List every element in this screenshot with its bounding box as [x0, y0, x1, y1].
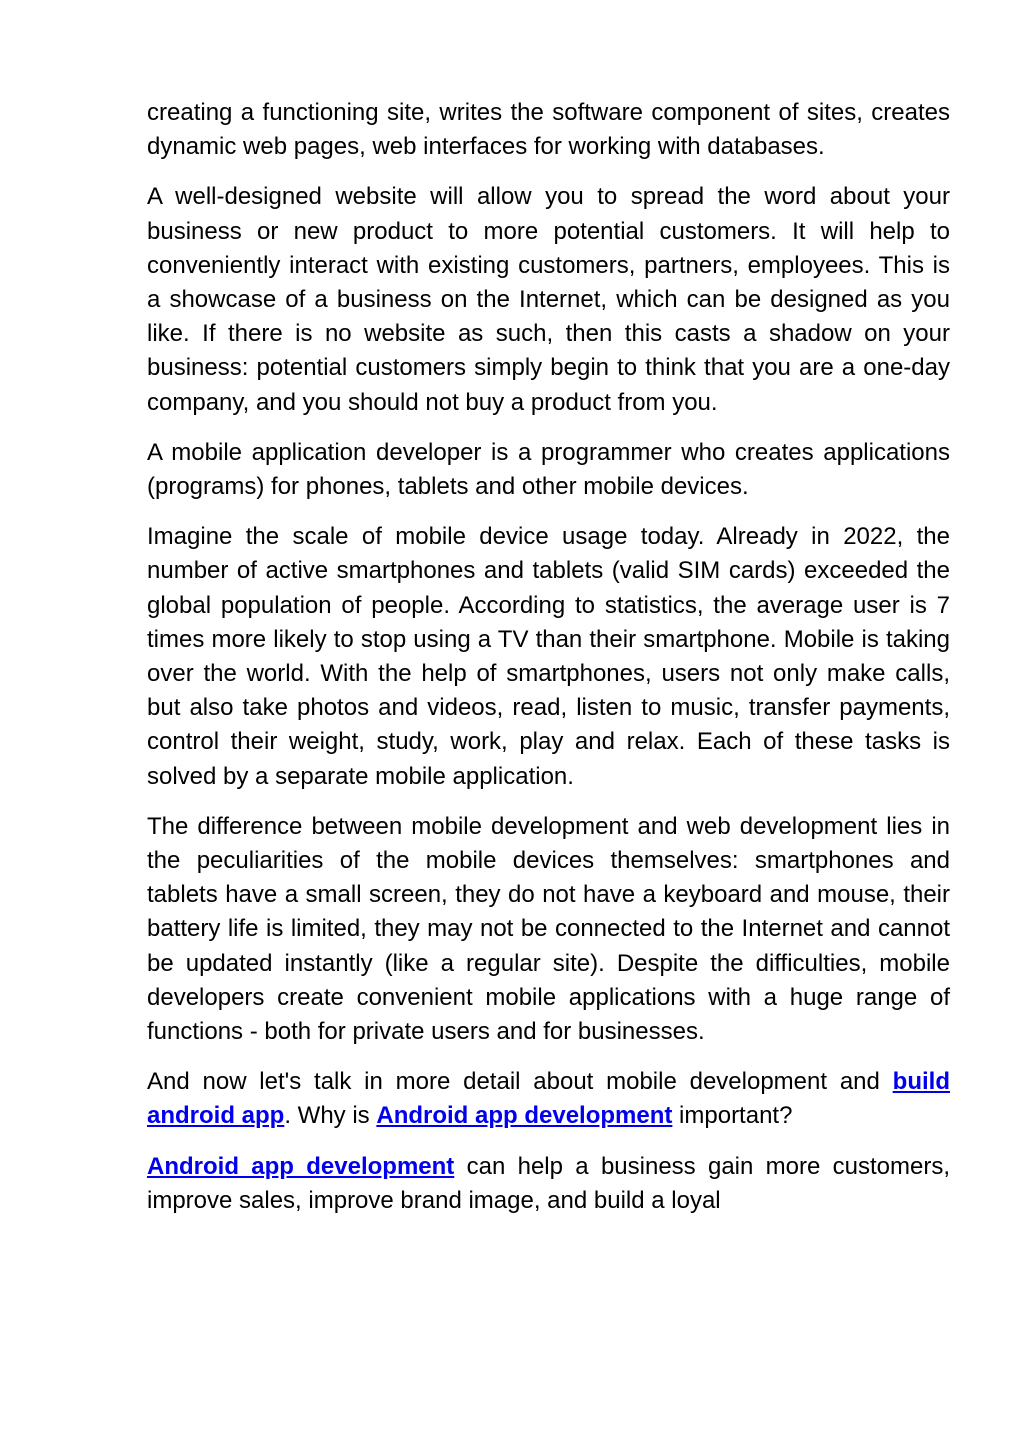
paragraph-text: can help a business gain more customers, improve sales, improve brand image, and build a loyal [147, 1152, 951, 1214]
android-app-development-link[interactable]: Android app development [147, 1152, 455, 1180]
document-page [147, 96, 950, 1234]
paragraph-text: And now let's talk in more detail about mobile development and [147, 1068, 893, 1096]
paragraph-text: . Why is [284, 1102, 377, 1130]
paragraph: creating a functioning site, writes the software component of sites, creates dynamic web pages, web interfaces for working with databases. [147, 99, 950, 161]
paragraph-text: important? [672, 1102, 793, 1130]
build-android-app-link[interactable]: build android app [147, 1068, 950, 1130]
paragraph: The difference between mobile development and web development lies in the peculiarities of the mobile devices themselves: smartphones and tablets have a small screen, they do not have a keyboard and mouse, their battery life is limited, they may not be connected to the Internet and cannot be updated instantly (like a regular site). Despite the difficulties, mobile developers create convenient mobile applications with a huge range of functions - both for private users and for businesses. [147, 812, 950, 1046]
paragraph-android-benefits [147, 1150, 950, 1218]
android-app-development-link[interactable]: Android app development [376, 1102, 673, 1130]
paragraph-android-intro [147, 1065, 950, 1133]
paragraph: A well-designed website will allow you to spread the word about your business or new product to more potential customers. It will help to conveniently interact with existing customers, partners, employees. This is a showcase of a business on the Internet, which can be designed as you like. If there is no website as such, then this casts a shadow on your business: potential customers simply begin to think that you are a one-day company, and you should not buy a product from you. [147, 183, 950, 416]
paragraph: Imagine the scale of mobile device usage today. Already in 2022, the number of active smartphones and tablets (valid SIM cards) exceeded the global population of people. According to statistics, the average user is 7 times more likely to stop using a TV than their smartphone. Mobile is taking over the world. With the help of smartphones, users not only make calls, but also take photos and videos, read, listen to music, transfer payments, control their weight, study, work, play and relax. Each of these tasks is solved by a separate mobile application. [147, 523, 950, 790]
paragraph: A mobile application developer is a programmer who creates applications (programs) for phones, tablets and other mobile devices. [147, 438, 950, 501]
